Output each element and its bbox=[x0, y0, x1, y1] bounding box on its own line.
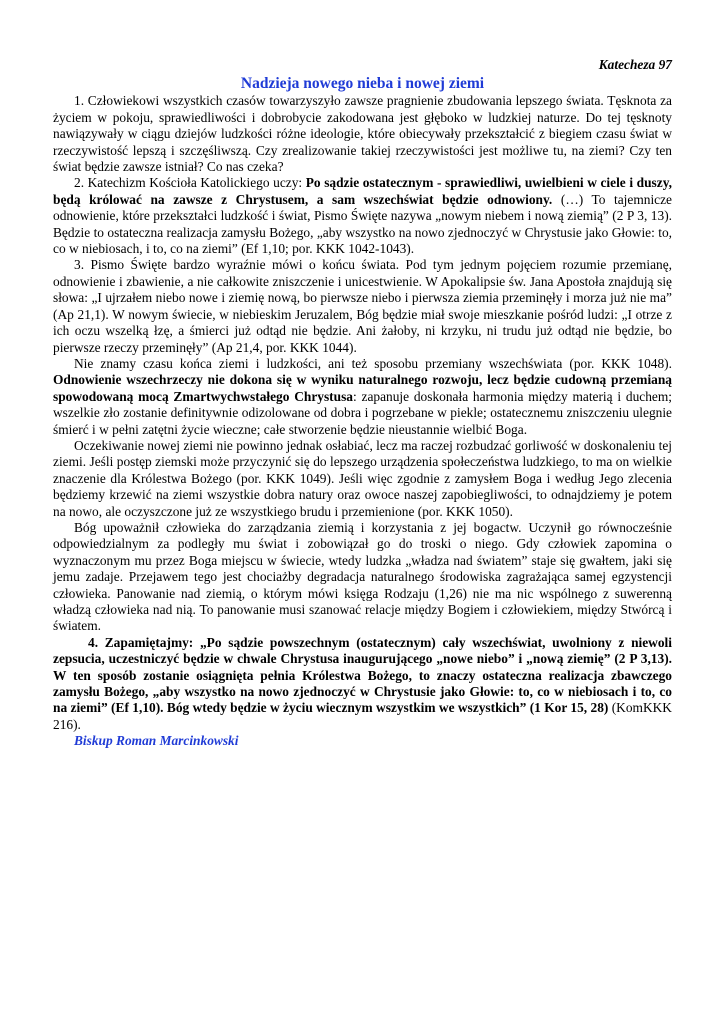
paragraph-2-rest: (…) To tajemnicze odnowienie, które przekształci ludzkość i świat, Pismo Święte nazywa „nowym niebem i nową ziemią” (2 P 3, 13). Będzie to ostateczna realizacja zamysłu Bożego, „aby wszystko na nowo zjednoczyć w Chrystusie jako Głowie: to, co w niebiosach, i to, co na ziemi” (Ef 1,10; por. KKK 1042-1043). bbox=[53, 191, 672, 257]
paragraph-2 bbox=[53, 175, 672, 257]
paragraph-7-bold: 4. Zapamiętajmy: „Po sądzie powszechnym (ostatecznym) cały wszechświat, uwolniony z niewoli zepsucia, uczestniczyć będzie w chwale Chrystusa inaugurującego „nowe niebo” i „nową ziemię” (2 P 3,13). W ten sposób zostanie osiągnięta pełnia Królestwa Bożego, to znaczy ostateczna realizacja zbawczego zamysłu Bożego, „aby wszystko na nowo zjednoczyć w Chrystusie jako Głowie: to, co w niebiosach i to, co na ziemi” (Ef 1,10). Bóg wtedy będzie w życiu wiecznym wszystkim we wszystkich” (1 Kor 15, 28) bbox=[53, 634, 672, 716]
paragraph-7-reference: (KomKKK 216). bbox=[53, 700, 672, 732]
paragraph-2-intro: 2. Katechizm Kościoła Katolickiego uczy: bbox=[74, 175, 306, 191]
paragraph-1: 1. Człowiekowi wszystkich czasów towarzyszyło zawsze pragnienie zbudowania lepszego świata. Tęsknota za życiem w pokoju, sprawiedliwości i dobrobycie zakodowana jest głęboko w ludzkiej naturze. Do tej tęsknoty nawiązywały w ciągu dziejów ludzkości różne ideologie, które obiecywały przekształcić z biegiem czasu świat w rzeczywistość lepszą i szczęśliwszą. Czy zrealizowanie takiej rzeczywistości jest możliwe tu, na ziemi? Czy ten świat będzie zawsze istniał? Co nas czeka? bbox=[53, 93, 672, 175]
paragraph-4 bbox=[53, 356, 672, 438]
paragraph-2-bold: Po sądzie ostatecznym - sprawiedliwi, uwielbieni w ciele i duszy, będą królować na zawsze z Chrystusem, a sam wszechświat będzie odnowiony. bbox=[53, 175, 672, 207]
paragraph-7 bbox=[53, 635, 672, 733]
author-signature: Biskup Roman Marcinkowski bbox=[74, 733, 239, 749]
paragraph-3: 3. Pismo Święte bardzo wyraźnie mówi o końcu świata. Pod tym jednym pojęciem rozumie przemianę, odnowienie i zbawienie, a nie całkowite zniszczenie i unicestwienie. W Apokalipsie św. Jana Apostoła znajdują się słowa: „I ujrzałem niebo nowe i ziemię nową, bo pierwsze niebo i pierwsza ziemia przeminęły i morza już nie ma” (Ap 21,1). W nowym świecie, w niebieskim Jeruzalem, Bóg będzie miał swoje mieszkanie pośród ludzi: „I otrze z ich oczu wszelką łzę, a śmierci już odtąd nie będzie. Ani żałoby, ni krzyku, ni trudu już odtąd nie będzie, bo pierwsze rzeczy przeminęły” (Ap 21,4, por. KKK 1044). bbox=[53, 257, 672, 355]
paragraph-5: Oczekiwanie nowej ziemi nie powinno jednak osłabiać, lecz ma raczej rozbudzać gorliwość w doskonaleniu tej ziemi. Jeśli postęp ziemski może przyczynić się do lepszego urządzenia społeczeństwa ludzkiego, to ma on wielkie znaczenie dla Królestwa Bożego (por. KKK 1049). Jeśli więc zgodnie z zamysłem Boga i według Jego zlecenia będziemy krzewić na ziemi wszystkie dobra natury oraz owoce naszej zapobiegliwości, to odnajdziemy je potem na nowo, ale oczyszczone już ze wszystkiego brudu i przemienione (por. KKK 1050). bbox=[53, 437, 672, 519]
page-title: Nadzieja nowego nieba i nowej ziemi bbox=[240, 75, 485, 93]
paragraph-4-bold: Odnowienie wszechrzeczy nie dokona się w wyniku naturalnego rozwoju, lecz będzie cudowną przemianą spowodowaną mocą Zmartwychwstałego Chrystusa bbox=[53, 372, 672, 404]
paragraph-4-intro: Nie znamy czasu końca ziemi i ludzkości, ani też sposobu przemiany wszechświata (por. KKK 1048). bbox=[74, 355, 672, 371]
paragraph-6: Bóg upoważnił człowieka do zarządzania ziemią i korzystania z jej bogactw. Uczynił go równocześnie odpowiedzialnym za podległy mu świat i zobowiązał go do troski o niego. Gdy człowiek zapomina o wyznaczonym mu przez Boga miejscu w świecie, wtedy ludzka „władza nad światem” staje się gwałtem, jaki się jemu zadaje. Przejawem tego jest chociażby degradacja naturalnego środowiska zagrażająca samej egzystencji człowieka. Panowanie nad ziemią, o którym mówi księga Rodzaju (1,26) nie ma nic wspólnego z suwerenną władzą człowieka nad nią. To panowanie musi szanować relacje między Bogiem i człowiekiem, między Stwórcą i światem. bbox=[53, 519, 672, 634]
catechesis-number: Katecheza 97 bbox=[598, 57, 672, 72]
paragraph-4-rest: : zapanuje doskonała harmonia między materią i duchem; wszelkie zło zostanie definitywnie odizolowane od dobra i pogrzebane w piekle; ostatecznemu zniszczeniu ulegnie śmierć i w pełni zatętni życie wieczne; całe stworzenie będzie nieustannie wielbić Boga. bbox=[53, 388, 672, 437]
document-content bbox=[53, 57, 672, 750]
